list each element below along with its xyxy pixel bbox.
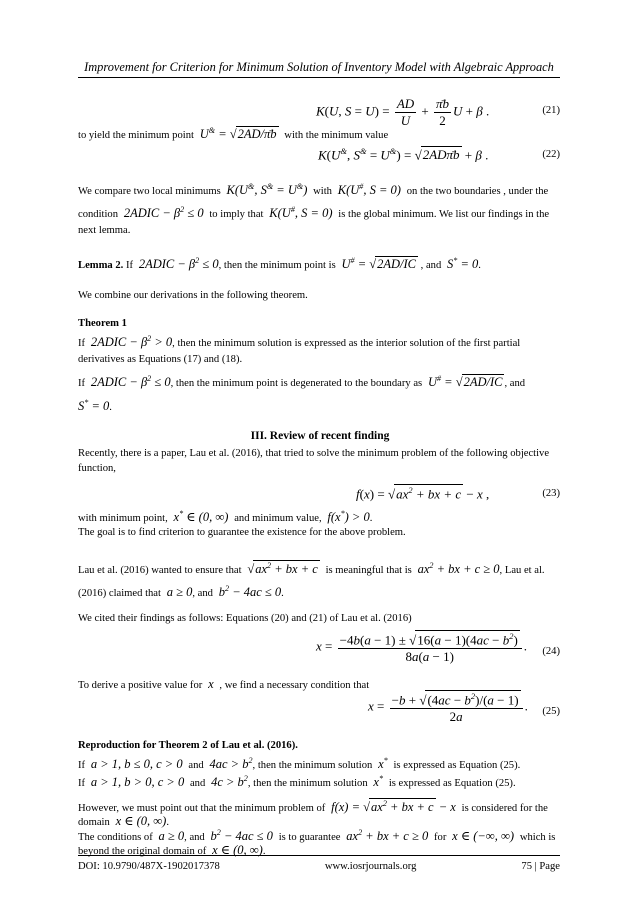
- review-paragraph: Recently, there is a paper, Lau et al. (2016), that tried to solve the minimum problem of the following objective function,: [78, 448, 550, 475]
- equation-22: K(U&, S& = U&) = √2ADπ̄b + β .: [318, 146, 489, 163]
- combine-sentence: We combine our derivations in the following theorem.: [78, 290, 308, 301]
- footer-rule: [78, 855, 560, 856]
- reproduction-case-2: If a > 1, b > 0, c > 0 and $4c > b^2$, then the minimum solution x* is expressed as Equation (25).: [78, 774, 516, 790]
- paragraph-yield: to yield the minimum point U& = √2AD/π̄b with the minimum value: [78, 126, 389, 142]
- paragraph-compare-2: condition 2ADIC − $\beta^2 \le 0$ to imply that K(U#, S = 0) is the global minimum. We list our findings in the: [78, 205, 550, 221]
- goal-sentence: The goal is to find criterion to guarantee the existence for the above problem.: [78, 527, 406, 538]
- lau-paragraph-1: Lau et al. (2016) wanted to ensure that $√ax^2$ + bx + c is meaningful that is $ax^2$ + bx + c ≥ 0, Lau et al.: [78, 561, 545, 577]
- cited-sentence: We cited their findings as follows: Equations (20) and (21) of Lau et al. (2016): [78, 613, 412, 624]
- equation-number-25: (25): [542, 706, 560, 717]
- paragraph-compare-3: next lemma.: [78, 225, 131, 236]
- equation-number-22: (22): [542, 149, 560, 160]
- equation-number-23: (23): [542, 488, 560, 499]
- theorem-1-case-1-cont: derivatives as Equations (17) and (18).: [78, 354, 243, 365]
- equation-21: K(U, S = U) = $\frac{AD}{U}$ + $\frac{\pīb}{2}$ U + β .: [316, 96, 490, 128]
- equation-24: x = $\frac{-4b(a - 1) \pm √16(a - 1)(4ac - b^2)}{8a(a - 1)}$ .: [316, 631, 528, 665]
- conditions-line: The conditions of a ≥ 0, and $b^2 - 4ac \le 0$ is to guarantee $ax^2$ + bx + c ≥ 0 for x ∈ (−∞, ∞) which is: [78, 828, 556, 844]
- equation-25: x = $\frac{-b + √(4ac - b^2)/(a - 1)}{2a}$ .: [368, 691, 528, 725]
- section-title: III. Review of recent finding: [250, 430, 390, 442]
- page-number: 75 | Page: [521, 861, 560, 872]
- paragraph-compare-1: We compare two local minimums K(U&, S& = U&) with K(U#, S = 0) on the two boundaries , under the: [78, 182, 549, 198]
- lau-paragraph-2: (2016) claimed that a ≥ 0, and $b^2 - 4ac \le 0$.: [78, 584, 284, 600]
- beyond-line: beyond the original domain of x ∈ (0, ∞).: [78, 843, 266, 857]
- doi-text: DOI: 10.9790/487X-1902017378: [78, 861, 220, 872]
- theorem-1-case-1: If 2ADIC − $\beta^2 > 0$, then the minimum solution is expressed as the interior solution of the first partial: [78, 334, 521, 350]
- theorem-1-case-2: If 2ADIC − $\beta^2 \le 0$, then the minimum point is degenerated to the boundary as U# = √2AD/IC , and: [78, 374, 526, 390]
- domain-line: domain x ∈ (0, ∞).: [78, 814, 170, 828]
- header-rule: [78, 77, 560, 78]
- minimum-point-line: with minimum point, x* ∈ (0, ∞) and minimum value, f(x*) > 0.: [78, 509, 373, 525]
- equation-number-24: (24): [542, 646, 560, 657]
- page-footer: [78, 861, 560, 872]
- running-header: Improvement for Criterion for Minimum Solution of Inventory Model with Algebraic Approach: [84, 60, 554, 74]
- equation-23: $f(x) = √ax^2$ + bx + c − x ,: [356, 485, 490, 502]
- lemma-2: Lemma 2. If 2ADIC − $\beta^2 \le 0$, then the minimum point is U# = √2AD/IC , and S* = 0.: [78, 256, 481, 272]
- theorem-1-label: Theorem 1: [78, 318, 127, 329]
- reproduction-case-1: If a > 1, b ≤ 0, c > 0 and $4ac > b^2$, then the minimum solution x* is expressed as Equation (25).: [78, 756, 521, 772]
- reproduction-title: Reproduction for Theorem 2 of Lau et al. (2016).: [78, 740, 298, 751]
- derive-sentence: To derive a positive value for x , we find a necessary condition that: [78, 677, 370, 691]
- however-sentence: However, we must point out that the minimum problem of $f(x) = √ax^2$ + bx + c − x is considered for the: [78, 799, 548, 815]
- journal-link[interactable]: www.iosrjournals.org: [324, 861, 417, 872]
- equation-number-21: (21): [542, 105, 560, 116]
- theorem-1-case-2-cont: S* = 0.: [78, 398, 112, 414]
